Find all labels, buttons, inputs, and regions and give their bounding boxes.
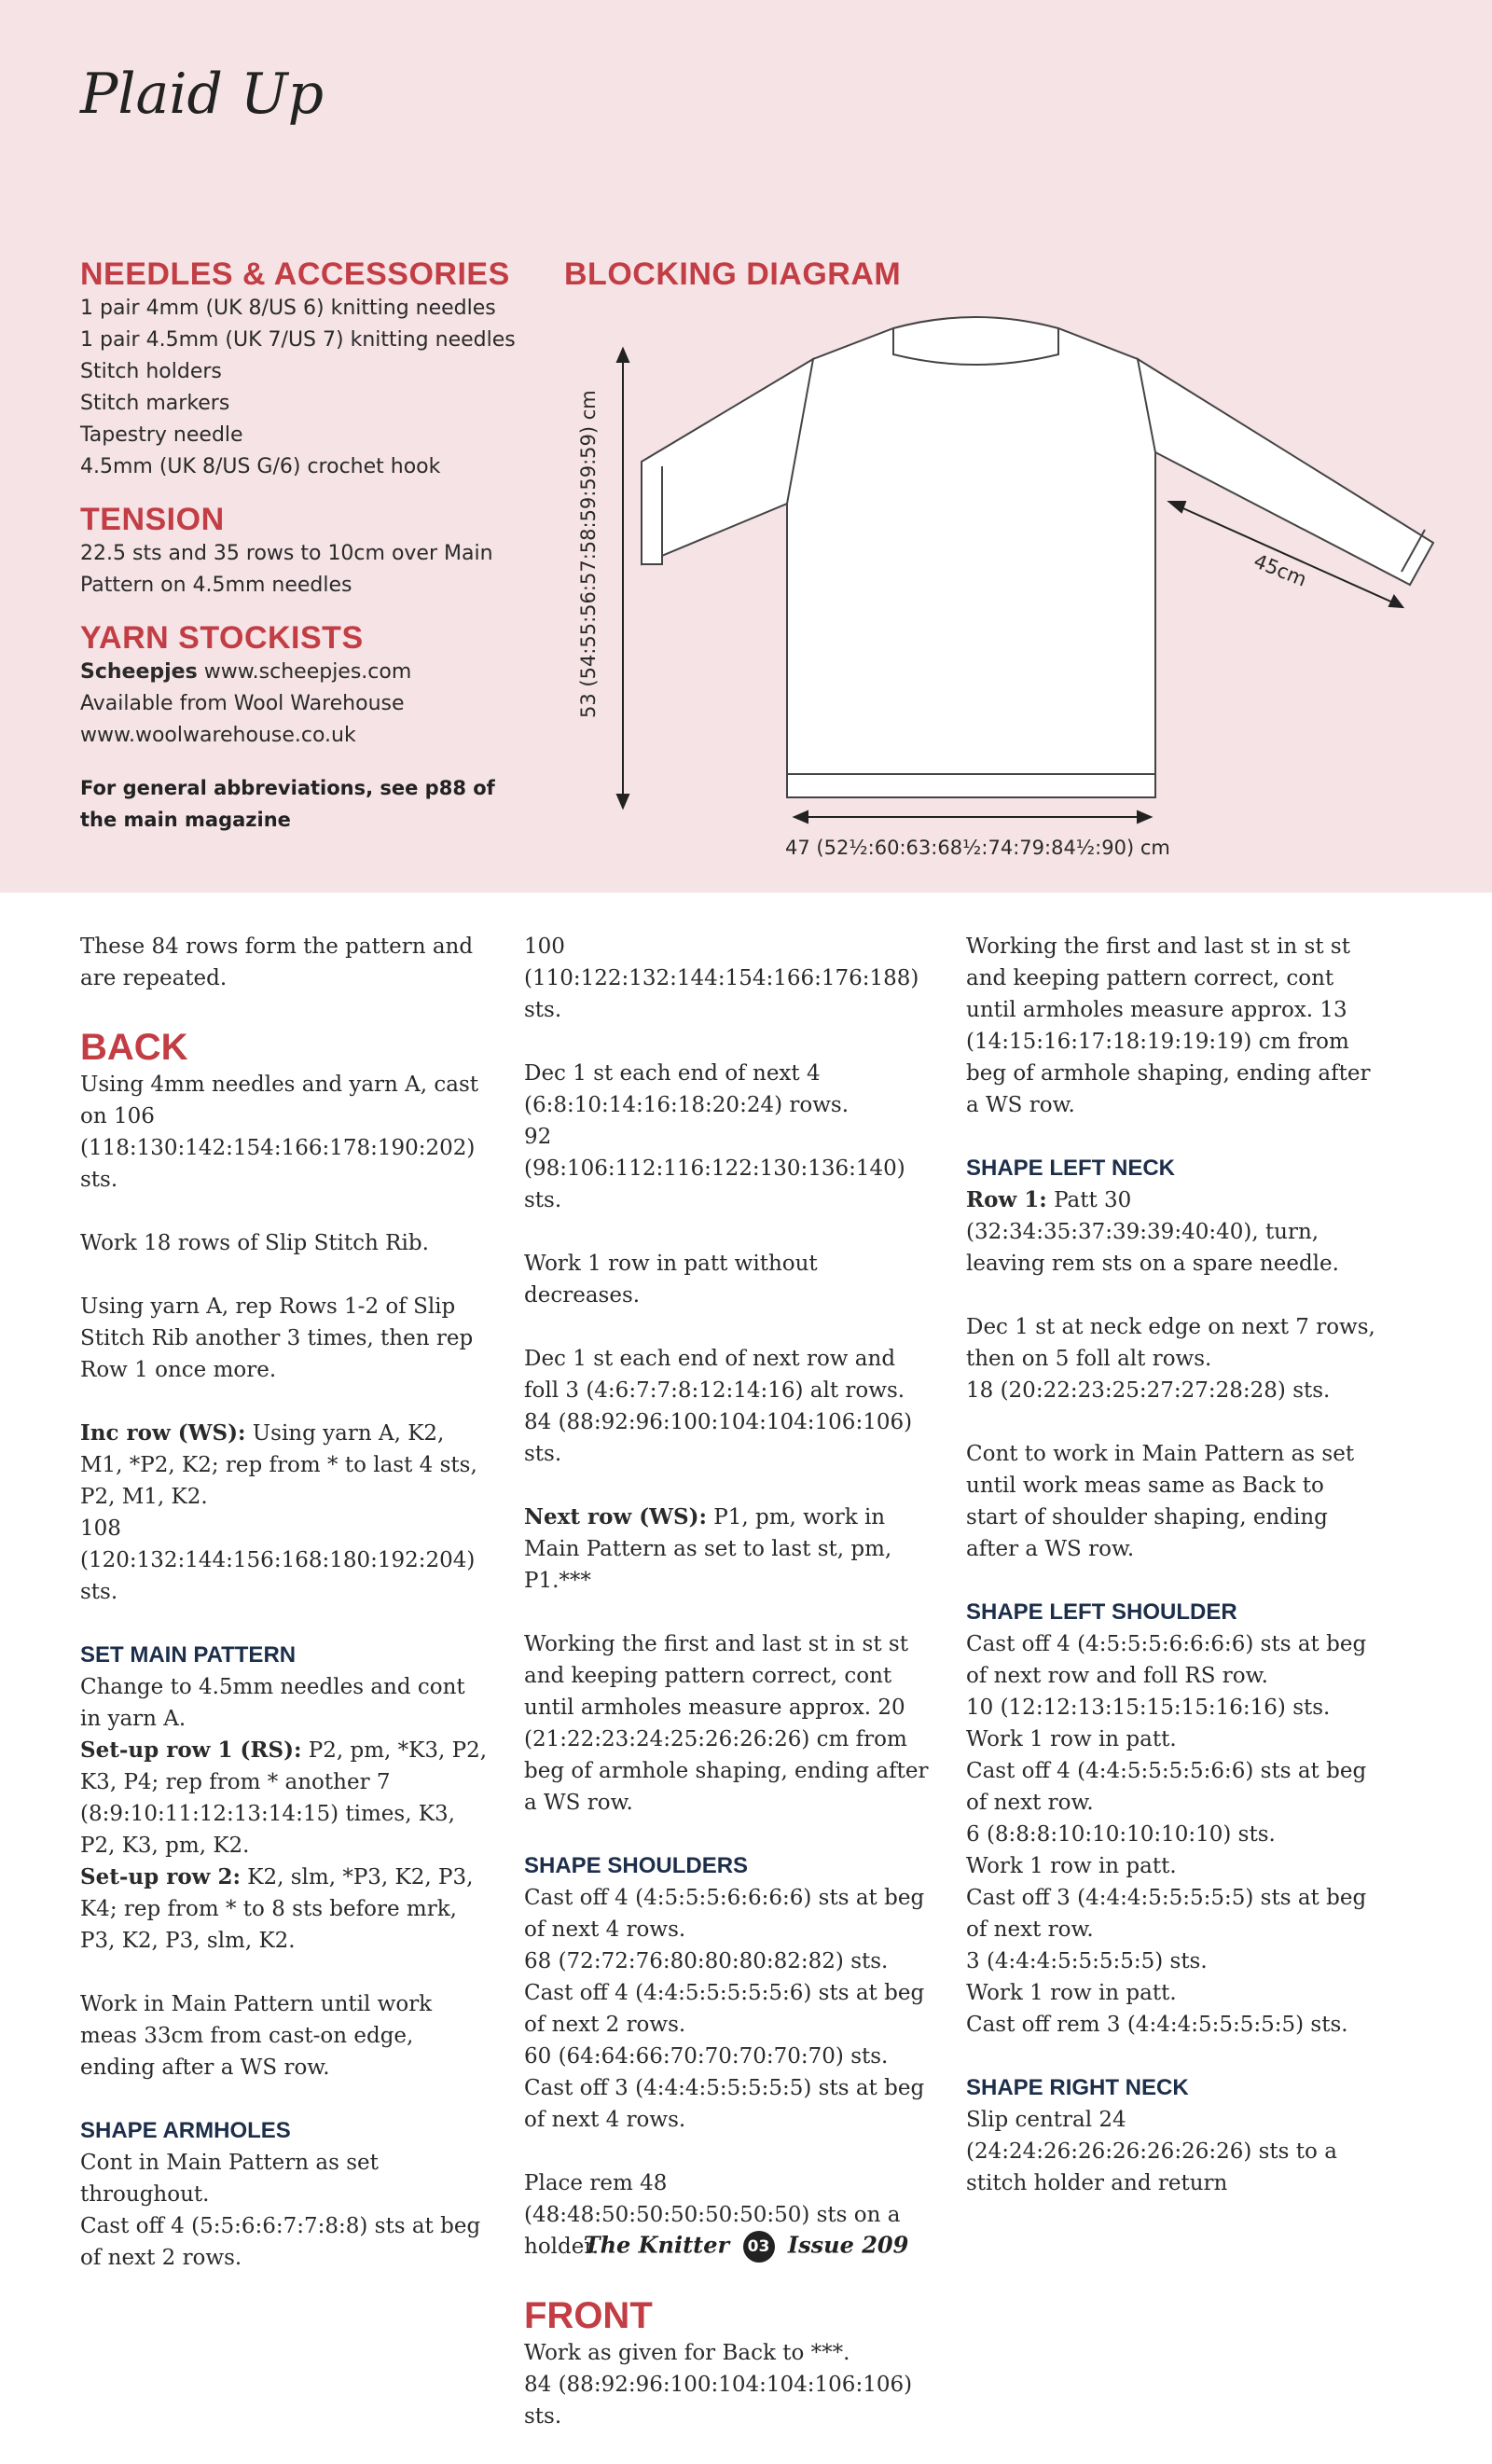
shoulder-text: Cast off 4 (4:5:5:5:6:6:6:6) sts at beg of next 4 rows. bbox=[524, 1886, 925, 1942]
paragraph: Working the first and last st in st st and keeping pattern correct, cont until armholes measure approx. 20 (21:22:23:24:25:26:26:26) cm from beg of armhole shaping, ending after a WS row. bbox=[524, 1632, 929, 1815]
paragraph bbox=[524, 2337, 934, 2432]
armhole-text: Cast off 4 (5:5:6:6:7:7:8:8) sts at beg of next 2 rows. bbox=[80, 2214, 481, 2270]
stitch-count: 10 (12:12:13:15:15:15:16:16) sts. bbox=[966, 1696, 1331, 1720]
row-text: P2, pm, *K3, P2, K3, P4; rep from * another 7 (8:9:10:11:12:13:14:15) times, K3, P2, K3, pm, K2. bbox=[80, 1738, 488, 1858]
shoulder-text: Cast off 4 (4:4:5:5:5:5:6:6) sts at beg of next row. bbox=[966, 1759, 1367, 1815]
paragraph bbox=[966, 1628, 1376, 2041]
stitch-count: 108 (120:132:144:156:168:180:192:204) sts. bbox=[80, 1516, 476, 1604]
left-cuff bbox=[642, 462, 662, 564]
shoulder-text: Cast off 3 (4:4:4:5:5:5:5:5) sts at beg of next row. bbox=[966, 1886, 1367, 1942]
length-arrow bbox=[617, 349, 629, 808]
sleeve-label: 45cm bbox=[1250, 549, 1310, 591]
length-label: 53 (54:55:56:57:58:59:59:59) cm bbox=[577, 390, 600, 718]
paragraph bbox=[524, 1882, 934, 2136]
paragraph bbox=[524, 1343, 934, 1470]
tension-line: Pattern on 4.5mm needles bbox=[80, 574, 352, 597]
dec-text: Dec 1 st each end of next 4 (6:8:10:14:16:18:20:24) rows. bbox=[524, 1061, 850, 1117]
shoulder-text: Cast off 4 (4:5:5:5:6:6:6:6) sts at beg of next row and foll RS row. bbox=[966, 1632, 1367, 1688]
row-label: Set-up row 1 (RS): bbox=[80, 1737, 302, 1763]
needles-line: 4.5mm (UK 8/US G/6) crochet hook bbox=[80, 455, 441, 478]
paragraph: Work 18 rows of Slip Stitch Rib. bbox=[80, 1231, 429, 1255]
front-heading: FRONT bbox=[524, 2295, 653, 2336]
row-text: K2, slm, *P3, K2, P3, K4; rep from * to 8 sts before mrk, P3, K2, P3, slm, K2. bbox=[80, 1865, 474, 1953]
shoulder-text: Cast off 4 (4:4:5:5:5:5:5:6) sts at beg of next 2 rows. bbox=[524, 1981, 925, 2037]
row-label: Next row (WS): bbox=[524, 1504, 707, 1530]
page-title: Plaid Up bbox=[80, 62, 324, 127]
magazine-name: The Knitter bbox=[583, 2231, 730, 2259]
width-arrow bbox=[794, 811, 1151, 823]
shoulder-text: Cast off rem 3 (4:4:4:5:5:5:5:5) sts. bbox=[966, 2013, 1348, 2037]
yarn-heading: YARN STOCKISTS bbox=[80, 620, 364, 656]
back-heading: BACK bbox=[80, 1027, 188, 1068]
collar bbox=[893, 317, 1058, 365]
stitch-count: 84 (88:92:96:100:104:104:106:106) sts. bbox=[524, 1410, 913, 1466]
set-main-pattern-heading: SET MAIN PATTERN bbox=[80, 1642, 297, 1668]
front-text: Work as given for Back to ***. bbox=[524, 2341, 850, 2365]
tension-text bbox=[80, 538, 518, 602]
pattern-column-1 bbox=[80, 931, 490, 2305]
row-text: Using yarn A, K2, M1, *P2, K2; rep from * to last 4 sts, P2, M1, K2. bbox=[80, 1421, 477, 1509]
right-sleeve bbox=[1138, 359, 1433, 585]
shoulder-text: Cast off 3 (4:4:4:5:5:5:5:5) sts at beg of next 4 rows. bbox=[524, 2076, 925, 2132]
paragraph: These 84 rows form the pattern and are repeated. bbox=[80, 934, 474, 990]
row-label: Set-up row 2: bbox=[80, 1864, 241, 1890]
needles-line: 1 pair 4mm (UK 8/US 6) knitting needles bbox=[80, 297, 496, 320]
paragraph bbox=[524, 1502, 934, 1597]
armhole-text: Cont in Main Pattern as set throughout. bbox=[80, 2151, 379, 2207]
row-text: P1, pm, work in Main Pattern as set to last st, pm, P1.*** bbox=[524, 1505, 892, 1593]
shoulder-text: Work 1 row in patt. bbox=[966, 1727, 1177, 1751]
paragraph: Place rem 48 (48:48:50:50:50:50:50:50) sts on a holder. bbox=[524, 2171, 901, 2259]
blocking-diagram bbox=[569, 308, 1455, 867]
page-footer bbox=[0, 2231, 1492, 2263]
shape-left-shoulder-heading: SHAPE LEFT SHOULDER bbox=[966, 1599, 1237, 1625]
stitch-count: 84 (88:92:96:100:104:104:106:106) sts. bbox=[524, 2373, 913, 2429]
paragraph bbox=[966, 1311, 1376, 1406]
dec-text: Dec 1 st each end of next row and foll 3 (4:6:7:7:8:12:14:16) alt rows. bbox=[524, 1347, 905, 1403]
shape-left-neck-heading: SHAPE LEFT NECK bbox=[966, 1156, 1176, 1181]
needles-line: 1 pair 4.5mm (UK 7/US 7) knitting needles bbox=[80, 328, 516, 352]
needles-list bbox=[80, 293, 518, 483]
needles-line: Stitch markers bbox=[80, 392, 230, 415]
paragraph: 100 (110:122:132:144:154:166:176:188) sts. bbox=[524, 934, 919, 1022]
paragraph: Working the first and last st in st st and keeping pattern correct, cont until armholes measure approx. 13 (14:15:16:17:18:19:19:19) cm from beg of armhole shaping, ending after a WS row. bbox=[966, 934, 1371, 1117]
yarn-text bbox=[80, 657, 518, 752]
sweater-outline bbox=[642, 317, 1433, 797]
yarn-brand: Scheepjes bbox=[80, 660, 198, 684]
paragraph bbox=[80, 1418, 490, 1608]
row-label: Inc row (WS): bbox=[80, 1420, 246, 1446]
paragraph bbox=[966, 1184, 1376, 1280]
width-label: 47 (52½:60:63:68½:74:79:84½:90) cm bbox=[785, 837, 1170, 859]
stitch-count: 68 (72:72:76:80:80:80:82:82) sts. bbox=[524, 1949, 889, 1973]
stitch-count: 3 (4:4:4:5:5:5:5:5) sts. bbox=[966, 1949, 1208, 1973]
row-label: Row 1: bbox=[966, 1187, 1047, 1212]
paragraph: Work in Main Pattern until work meas 33cm from cast-on edge, ending after a WS row. bbox=[80, 1992, 433, 2080]
set-text: Change to 4.5mm needles and cont in yarn A. bbox=[80, 1675, 465, 1731]
issue-number: Issue 209 bbox=[787, 2231, 909, 2259]
materials-panel bbox=[80, 256, 518, 836]
sweater-body bbox=[787, 328, 1155, 797]
stitch-count: 60 (64:64:66:70:70:70:70:70) sts. bbox=[524, 2044, 889, 2069]
yarn-line: Available from Wool Warehouse bbox=[80, 692, 405, 715]
diagram-heading: BLOCKING DIAGRAM bbox=[564, 256, 902, 292]
tension-heading: TENSION bbox=[80, 502, 225, 537]
paragraph bbox=[524, 1058, 934, 1216]
yarn-brand-url[interactable]: www.scheepjes.com bbox=[203, 660, 412, 684]
paragraph: Cont to work in Main Pattern as set until work meas same as Back to start of shoulder shaping, ending after a WS row. bbox=[966, 1442, 1355, 1561]
stitch-count: 18 (20:22:23:25:27:27:28:28) sts. bbox=[966, 1378, 1331, 1403]
pattern-column-3 bbox=[966, 931, 1376, 2231]
needles-heading: NEEDLES & ACCESSORIES bbox=[80, 256, 510, 292]
row-text: Patt 30 (32:34:35:37:39:39:40:40), turn, leaving rem sts on a spare needle. bbox=[966, 1188, 1339, 1276]
shoulder-text: Work 1 row in patt. bbox=[966, 1854, 1177, 1878]
paragraph: Using 4mm needles and yarn A, cast on 106 (118:130:142:154:166:178:190:202) sts. bbox=[80, 1073, 479, 1192]
needles-line: Tapestry needle bbox=[80, 423, 243, 447]
paragraph: Using yarn A, rep Rows 1-2 of Slip Stitch Rib another 3 times, then rep Row 1 once more. bbox=[80, 1294, 474, 1382]
needles-line: Stitch holders bbox=[80, 360, 222, 383]
paragraph: Slip central 24 (24:24:26:26:26:26:26:26) sts to a stitch holder and return bbox=[966, 2108, 1337, 2195]
paragraph: Work 1 row in patt without decreases. bbox=[524, 1252, 818, 1308]
paragraph bbox=[80, 1671, 490, 1957]
stitch-count: 6 (8:8:8:10:10:10:10:10) sts. bbox=[966, 1822, 1276, 1847]
shape-right-neck-heading: SHAPE RIGHT NECK bbox=[966, 2075, 1189, 2100]
shape-armholes-heading: SHAPE ARMHOLES bbox=[80, 2118, 291, 2143]
tension-line: 22.5 sts and 35 rows to 10cm over Main bbox=[80, 542, 493, 565]
yarn-url[interactable]: www.woolwarehouse.co.uk bbox=[80, 724, 356, 747]
yarn-brand-line bbox=[80, 657, 518, 688]
page-number: 03 bbox=[743, 2231, 775, 2263]
stitch-count: 92 (98:106:112:116:122:130:136:140) sts. bbox=[524, 1125, 905, 1212]
abbreviations-note: For general abbreviations, see p88 of the main magazine bbox=[80, 777, 495, 831]
neck-text: Dec 1 st at neck edge on next 7 rows, then on 5 foll alt rows. bbox=[966, 1315, 1375, 1371]
shoulder-text: Work 1 row in patt. bbox=[966, 1981, 1177, 2005]
shape-shoulders-heading: SHAPE SHOULDERS bbox=[524, 1853, 749, 1878]
